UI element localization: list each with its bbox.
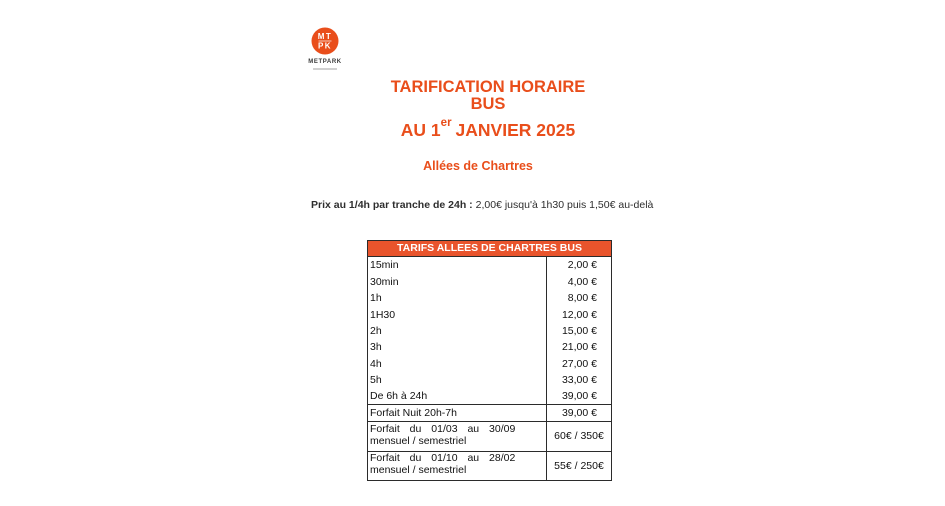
price-value: 55€ / 250€ [554,459,604,472]
price-cell [547,372,611,388]
price-cell [547,405,611,421]
duration-cell [368,290,547,306]
pass-type-label: mensuel / semestriel [370,434,467,447]
duration-cell [368,372,547,388]
price-value: 8,00 € [567,292,597,305]
duration-cell [368,339,547,355]
duration-label: 4h [370,357,382,370]
duration-cell [368,323,547,339]
table-row [367,257,612,273]
price-value: 60€ / 350€ [554,430,604,443]
table-row [367,290,612,306]
price-cell [547,339,611,355]
table-row [367,323,612,339]
location-subtitle: Allées de Chartres [423,159,533,173]
table-row [367,405,612,422]
table-row [367,389,612,405]
pricing-note-label: Prix au 1/4h par tranche de 24h : [311,199,473,211]
effective-date-main: AU 1 [400,120,441,140]
duration-cell [368,405,547,421]
metpark-logo-icon [311,27,339,55]
price-cell [547,257,611,273]
table-row [367,422,612,452]
price-value: 15,00 € [561,324,597,337]
duration-label: De 6h à 24h [370,390,428,403]
pass-type-label: mensuel / semestriel [370,463,467,476]
pass-period-label: Forfait du 01/10 au 28/02 [370,451,516,464]
table-row [367,273,612,289]
price-value: 27,00 € [561,357,597,370]
pricing-note [311,199,653,212]
duration-label: 3h [370,341,382,354]
price-cell [547,323,611,339]
table-row [367,372,612,388]
logo-tagline [313,68,337,70]
logo-initials-top: MT [317,32,333,42]
price-value: 33,00 € [561,374,597,387]
price-cell [547,306,611,322]
duration-cell [368,257,547,273]
duration-cell [368,356,547,372]
duration-label: 1h [370,292,382,305]
price-cell [547,452,611,480]
price-value: 21,00 € [561,341,597,354]
duration-cell [368,273,547,289]
price-value: 39,00 € [561,390,597,403]
price-value: 39,00 € [561,406,597,419]
duration-cell [368,422,547,451]
table-row [367,452,612,481]
duration-label: 5h [370,374,382,387]
effective-date-rest: JANVIER 2025 [455,120,576,140]
page-title-vehicle: BUS [470,95,506,113]
duration-cell [368,389,547,404]
price-cell [547,273,611,289]
table-row [367,356,612,372]
table-row [367,339,612,355]
page-title: TARIFICATION HORAIRE [390,78,586,96]
price-cell [547,356,611,372]
price-cell [547,389,611,404]
table-header: TARIFS ALLEES DE CHARTRES BUS [367,240,612,257]
pass-period-label: Forfait du 01/03 au 30/09 [370,422,516,435]
duration-label: 1H30 [370,308,396,321]
effective-date-superscript: er [440,117,452,129]
logo-initials-bottom: PK [317,41,333,51]
price-value: 4,00 € [567,275,597,288]
duration-cell [368,452,547,480]
price-value: 12,00 € [561,308,597,321]
duration-label: 2h [370,324,382,337]
effective-date-heading [338,117,638,143]
price-cell [547,422,611,451]
duration-label: 15min [370,259,399,272]
tariff-table [367,240,612,481]
price-cell [547,290,611,306]
duration-label: 30min [370,275,399,288]
table-row [367,306,612,322]
duration-label: Forfait Nuit 20h-7h [370,406,457,419]
price-value: 2,00 € [567,259,597,272]
pricing-note-detail: 2,00€ jusqu'à 1h30 puis 1,50€ au-delà [475,199,654,211]
logo-wordmark: METPARK [308,59,342,65]
duration-cell [368,306,547,322]
